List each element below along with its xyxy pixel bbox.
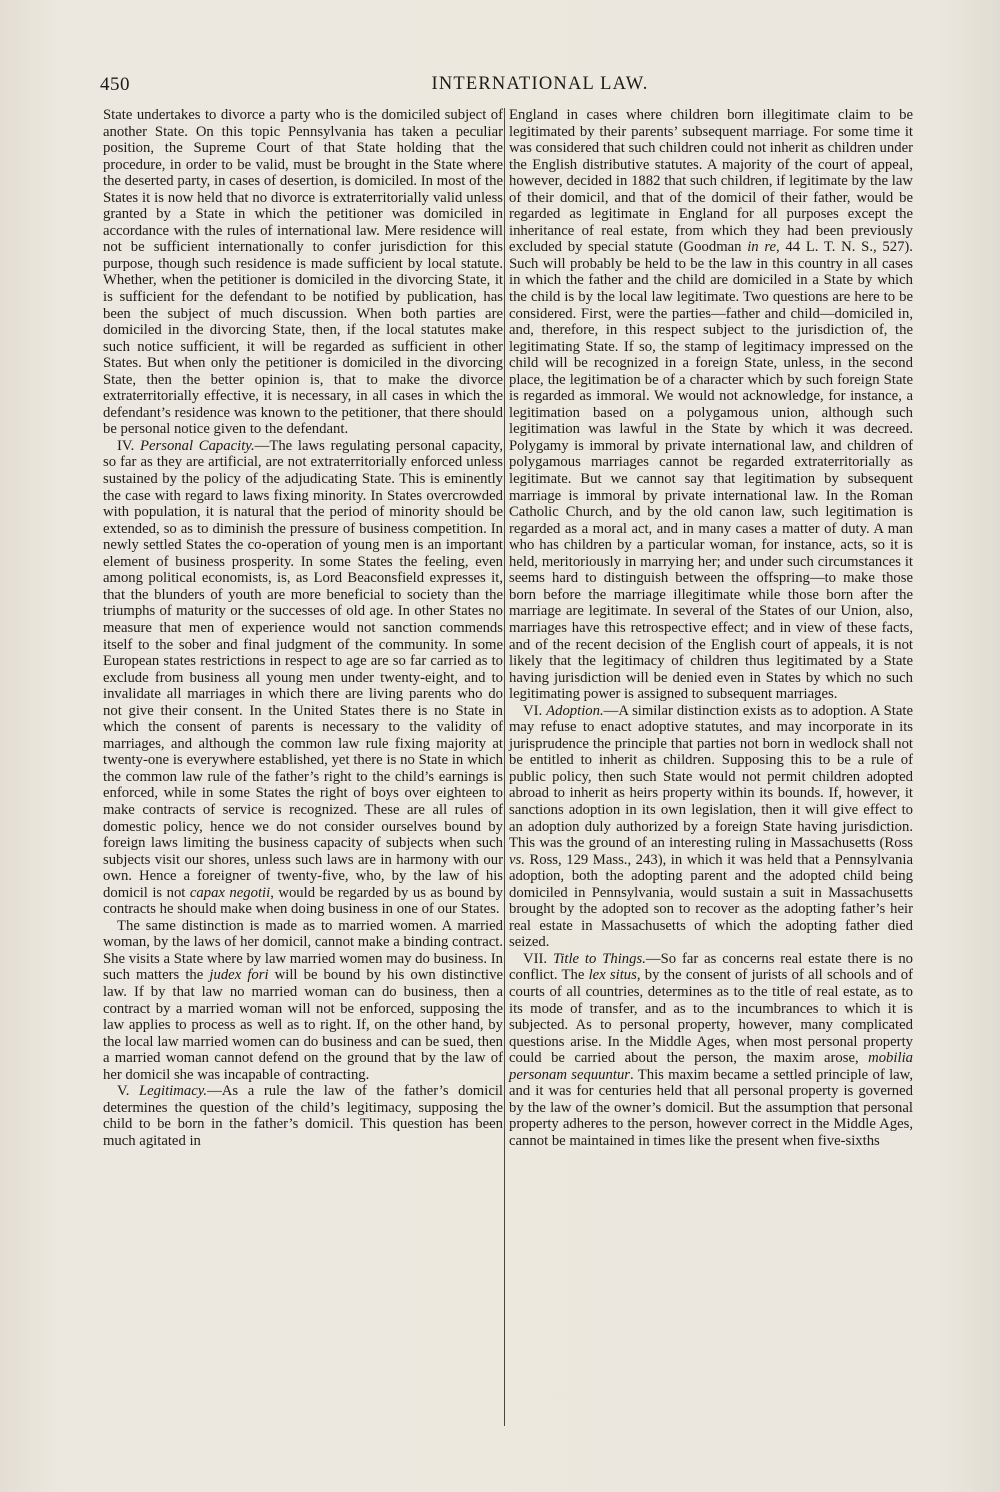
paragraph-text: England in cases where children born illegitimate claim to be legitimated by their parents’ subsequent marriage. For some time it was considered that such children could not inherit as children under the English distributive statutes. A majority of the court of appeal, however, decided in 1882 that such children, if legitimate by the law of their domicil, and that of the domicil of their father, would be regarded as legitimate in England for all purposes except the inheritance of real estate, from which they had been previously excluded by special statute (Goodman: [509, 107, 913, 256]
paragraph: [103, 107, 503, 438]
paragraph-text: . This maxim became a settled principle of law, and it was for centuries held that all personal property is governed by the law of the owner’s domicil. But the assumption that personal property adheres to the person, however correct in the Middle Ages, cannot be maintained in times like the present when five-sixths: [509, 1066, 914, 1149]
section-personal-capacity: [103, 438, 503, 918]
right-column: [509, 107, 913, 1149]
latin-maxim: mobilia personam sequuntur: [509, 1050, 913, 1083]
section-title-to-things: [509, 951, 913, 1150]
section-heading: Title to Things.: [552, 950, 646, 967]
latin-term: in re: [747, 239, 777, 256]
latin-term: lex situs: [588, 967, 637, 984]
paragraph-text: —The laws regulating personal capacity, so far as they are artificial, are not extraterritorially enforced unless sustained by the policy of the adjudicating State. This is eminently the case with regard to laws fixing minority. In States overcrowded with population, it is natural that the period of minority should be extended, so as to diminish the pressure of business competition. In newly settled States the co-operation of young men is an important element of business prosperity. In some States the feeling, even among political economists, is, as Lord Beaconsfield expresses it, that the blunders of youth are more beneficial to society than the triumphs of maturity or the successes of old age. In other States no measure that men of experience would not sanction commends itself to the sober and final judgment of the community. In some European states restrictions in respect to age are so far carried as to exclude from business all young men under twenty-eight, and to invalidate all marriages in which there are living parents who do not give their consent. In the United States there is no State in which the consent of parents is necessary to the validity of marriages, and although the common law rule fixing majority at twenty-one is everywhere established, yet there is no State in which the common law rule of the father’s right to the child’s earnings is enforced, while in some States the right of boys over eighteen to make contracts of service is recognized. These are all rules of domestic policy, hence we do not consider ourselves bound by foreign laws limiting the business capacity of subjects when such subjects visit our shores, unless such laws are in harmony with our own. Hence a foreigner of twenty-five, who, by the law of his domicil is not: [103, 437, 503, 901]
paragraph-text: The same distinction is made as to married women. A married woman, by the laws of her domicil, cannot make a binding contract. She visits a State where by law married women may do business. In such matters the: [103, 917, 503, 984]
section-heading: Legitimacy.: [138, 1083, 208, 1100]
latin-term: capax negotii: [189, 884, 271, 901]
left-column: [103, 107, 503, 1149]
page-header: [100, 74, 920, 104]
running-title: INTERNATIONAL LAW.: [431, 74, 649, 94]
page-number: 450: [100, 74, 130, 95]
section-heading: Personal Capacity.: [140, 437, 255, 454]
paragraph-text: —So far as concerns real estate there is no conflict. The: [509, 950, 914, 984]
section-numeral: VI.: [523, 702, 547, 719]
paragraph-text: will be bound by his own distinctive law. If by that law no married woman can do business, then a contract by a married woman will not be enforced, supposing the law applies to process as well as to right. If, on the other hand, by the local law married women can do business and can be sued, then a married woman cannot defend on the ground that by the law of her domicil she was incapable of contracting.: [103, 967, 503, 1083]
paragraph-text: State undertakes to divorce a party who is the domiciled subject of another State. On this topic Pennsylvania has taken a peculiar position, the Supreme Court of that State holding that the procedure, in order to be valid, must be brought in the State where the deserted party, in cases of desertion, is domiciled. In most of the States it is now held that no divorce is extraterritorially valid unless granted by a State in which the petitioner was domiciled in accordance with the rules of international law. Mere residence will not be sufficient internationally to confer jurisdiction for this purpose, though such residence is made sufficient by local statute. Whether, when the petitioner is domiciled in the divorcing State, it is sufficient for the defendant to be notified by publication, has been the subject of much discussion. When both parties are domiciled in the divorcing State, then, if the local statutes make such notice sufficient, it will be regarded as sufficient in other States. But when only the petitioner is domiciled in the divorcing State, then the better opinion is, that to make the divorce extraterritorially effective, it is necessary, in all cases in which the defendant’s residence was known to the petitioner, that there should be personal notice given to the defendant.: [103, 107, 503, 438]
case-term: vs.: [509, 851, 525, 868]
section-heading: Adoption.: [546, 702, 604, 719]
paragraph-text: —As a rule the law of the father’s domicil determines the question of the child’s legitimacy, supposing the child to be born in the father’s domicil. This question has been much agitated in: [103, 1083, 503, 1149]
latin-term: judex fori: [209, 967, 269, 984]
paragraph-text: —A similar distinction exists as to adoption. A State may refuse to enact adoptive statutes, and may incorporate in its jurisprudence the principle that parties not born in wedlock shall not be entitled to inherit as children. Supposing this to be a rule of public policy, then such State would not permit children adopted abroad to inherit as heirs property within its bounds. If, however, it sanctions adoption in its own legislation, then it will give effect to an adoption duly authorized by a foreign State having jurisdiction. This was the ground of an interesting ruling in Massachusetts (Ross: [509, 702, 914, 852]
paragraph-married-women: [103, 918, 503, 1083]
section-legitimacy: [103, 1083, 503, 1149]
section-numeral: V.: [117, 1083, 139, 1100]
section-numeral: IV.: [117, 437, 141, 454]
section-adoption: [509, 703, 913, 951]
column-divider: [504, 108, 505, 1426]
paragraph-text: , by the consent of jurists of all schools and of courts of all countries, determines as to the title of real estate, as to its mode of transfer, and as to the incumbrances to which it is subjected. As to personal property, however, many complicated questions arise. In the Middle Ages, when most personal property could be carried about the person, the maxim arose,: [509, 967, 913, 1067]
paragraph: [509, 107, 913, 703]
paragraph-text: , 44 L. T. N. S., 527). Such will probably be held to be the law in this country in all cases in which the father and the child are domiciled in a State by which the child is by the local law legitimate. Two questions are here to be considered. First, were the parties—father and child—domiciled in, and, therefore, in this respect subject to the jurisdiction of, the legitimating State. If so, the stamp of legitimacy impressed on the child will be recognized in a foreign State, unless, in the second place, the legitimation be of a character which by such foreign State is regarded as immoral. We would not acknowledge, for instance, a legitimation based on a polygamous union, although such legitimation was lawful in the State by which it was decreed. Polygamy is immoral by private international law, and children of polygamous marriages cannot be regarded extraterritorially as legitimate. But we cannot say that legitimation by subsequent marriage is immoral by private international law. In the Roman Catholic Church, and by the old canon law, such legitimation is regarded as a moral act, and in many cases a matter of duty. A man who has children by a particular woman, for instance, acts, so it is held, meritoriously in marrying her; and under such circumstances it seems hard to distinguish between the offspring—to make those born before the marriage illegitimate while those born after the marriage are legitimate. In several of the States of our Union, also, marriages have this retrospective effect; and in view of these facts, and of the recent decision of the English court of appeals, it is not likely that the legitimacy of children thus legitimated by a State having jurisdiction will be denied even in States by which no such legitimating power is assigned to subsequent marriages.: [509, 239, 913, 703]
paragraph-text: , would be regarded by us as bound by contracts he should make when doing business in one of our States.: [103, 884, 503, 918]
paragraph-text: Ross, 129 Mass., 243), in which it was held that a Pennsylvania adoption, both the adopting parent and the adopted child being domiciled in Pennsylvania, would sustain a suit in Massachusetts brought by the adopted son to recover as the adopting father’s heir real estate in Massachusetts of which the adopting father died seized.: [509, 851, 913, 951]
section-numeral: VII.: [523, 950, 553, 967]
